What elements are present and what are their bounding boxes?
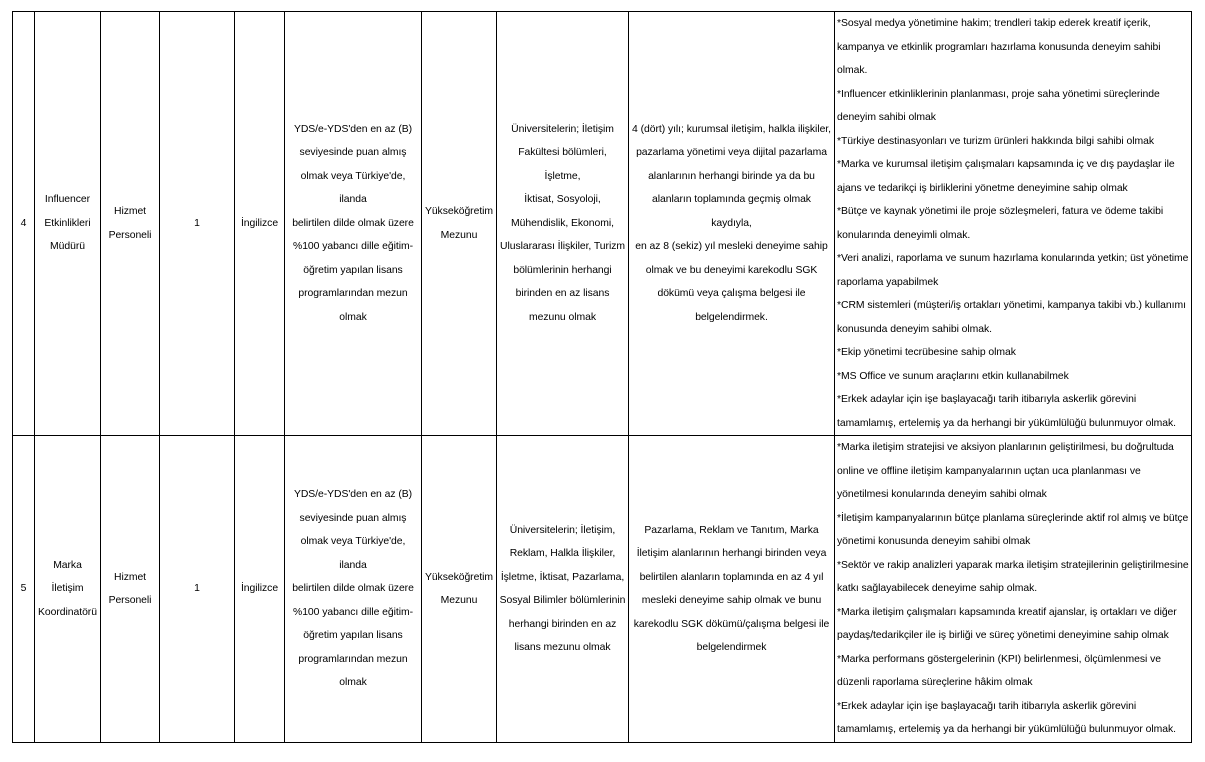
qualification-line: *Marka iletişim stratejisi ve aksiyon planlarının geliştirilmesi, bu doğrultuda: [837, 442, 1174, 453]
cell-text: 1: [194, 583, 200, 595]
other-qualifications-cell: [835, 12, 1192, 436]
cell-text-line: olmak ve bu deneyimi karekodlu SGK: [645, 264, 818, 276]
qualification-line: *Ekip yönetimi tecrübesine sahip olmak: [837, 347, 1016, 358]
cell-text-line: belirtilen alanların toplamında en az 4 yıl: [639, 571, 824, 583]
language-cell: [235, 436, 285, 743]
cell-text-line: YDS/e-YDS'den en az (B): [293, 489, 413, 501]
cell-text-line: Koordinatörü: [38, 606, 97, 618]
cell-text-line: Personeli: [108, 595, 152, 606]
qualification-line: *Marka ve kurumsal iletişim çalışmaları kapsamında iç ve dış paydaşlar ile: [837, 159, 1175, 170]
qualification-line: konusunda deneyim sahibi olmak.: [837, 323, 992, 335]
cell-text-line: seviyesinde puan almış: [299, 147, 407, 159]
cell-text-line: İşletme, İktisat, Pazarlama,: [500, 571, 625, 583]
qualification-line: düzenli raporlama süreçlerine hâkim olmak: [837, 677, 1033, 688]
staff-group-cell: [101, 12, 160, 436]
cell-text-line: İletişim alanlarının herhangi birinden veya: [636, 548, 827, 559]
cell-text-line: belgelendirmek: [696, 642, 767, 653]
qualification-line: *Türkiye destinasyonları ve turizm ürünleri hakkında bilgi sahibi olmak: [837, 135, 1154, 147]
qualification-line: olmak.: [837, 65, 868, 76]
qualification-line: *Sektör ve rakip analizleri yaparak marka iletişim stratejilerinin geliştirilmesine: [837, 559, 1189, 571]
position-title-cell: [35, 436, 101, 743]
cell-text-line: en az 8 (sekiz) yıl mesleki deneyime sahip: [635, 241, 828, 253]
cell-text-line: dökümü veya çalışma belgesi ile: [657, 288, 806, 300]
cell-text-line: Pazarlama, Reklam ve Tanıtım, Marka: [644, 524, 819, 536]
qualification-line: *Bütçe ve kaynak yönetimi ile proje sözleşmeleri, fatura ve ödeme takibi: [837, 206, 1164, 217]
qualification-line: *Erkek adaylar için işe başlayacağı tarih itibarıyla askerlik görevini: [837, 700, 1137, 712]
row-number-cell: [13, 436, 35, 743]
cell-text-line: Fakültesi bölümleri, İşletme,: [518, 147, 607, 182]
qualification-line: *Erkek adaylar için işe başlayacağı tarih itibarıyla askerlik görevini: [837, 394, 1137, 405]
cell-text-line: Üniversitelerin; İletişim: [511, 123, 614, 135]
qualification-line: tamamlamış, ertelemiş ya da herhangi bir yükümlülüğü bulunmuyor olmak.: [837, 417, 1176, 429]
qualification-line: *Marka iletişim çalışmaları kapsamında kreatif ajanslar, iş ortakları ve diğer: [837, 606, 1177, 618]
cell-text-line: lisans mezunu olmak: [514, 642, 611, 653]
qualification-line: *Sosyal medya yönetimine hakim; trendleri takip ederek kreatif içerik,: [837, 18, 1151, 29]
cell-text-line: bölümlerinin herhangi: [513, 264, 612, 276]
cell-text-line: %100 yabancı dille eğitim-: [293, 606, 413, 618]
cell-text-line: Marka İletişim: [51, 559, 84, 595]
table-row: [13, 12, 1192, 436]
cell-text-line: Mezunu: [440, 595, 478, 606]
cell-text: 5: [20, 583, 27, 595]
cell-text-line: Mezunu: [440, 229, 478, 241]
experience-requirement-cell: [629, 12, 835, 436]
cell-text-line: alanlarının herhangi birinde ya da bu: [648, 170, 815, 182]
cell-text-line: karekodlu SGK dökümü/çalışma belgesi ile: [633, 618, 830, 630]
cell-text-line: belirtilen dilde olmak üzere: [292, 217, 414, 229]
qualification-line: *MS Office ve sunum araçlarını etkin kullanabilmek: [837, 370, 1069, 382]
cell-text-line: Etkinlikleri: [44, 217, 91, 229]
cell-text-line: Hizmet: [113, 206, 147, 217]
cell-text-line: olmak: [339, 677, 367, 689]
table-row: [13, 436, 1192, 743]
qualification-line: tamamlamış, ertelemiş ya da herhangi bir yükümlülüğü bulunmuyor olmak.: [837, 724, 1176, 735]
cell-text-line: Üniversitelerin; İletişim,: [509, 524, 616, 536]
cell-text-line: mezunu olmak: [529, 311, 596, 323]
qualification-line: deneyim sahibi olmak: [837, 112, 936, 123]
cell-text-line: Reklam, Halkla İlişkiler,: [509, 548, 616, 559]
position-title-cell: [35, 12, 101, 436]
cell-text: 4: [20, 217, 27, 229]
qualification-line: yönetimi konusunda deneyim sahibi olmak: [837, 536, 1031, 547]
cell-text-line: %100 yabancı dille eğitim-: [293, 241, 413, 253]
cell-text-line: olmak veya Türkiye'de, ilanda: [300, 170, 406, 206]
cell-text-line: Sosyal Bilimler bölümlerinin: [499, 595, 626, 606]
cell-text-line: seviyesinde puan almış: [299, 512, 407, 524]
cell-text-line: Yükseköğretim: [424, 206, 494, 217]
faculty-requirement-cell: [497, 12, 629, 436]
cell-text-line: alanların toplamında geçmiş olmak kaydıyla,: [652, 194, 811, 229]
qualification-line: *Influencer etkinliklerinin planlanması, proje saha yönetimi süreçlerinde: [837, 88, 1160, 100]
cell-text-line: Uluslararası İlişkiler, Turizm: [500, 241, 625, 253]
job-listing-table: [12, 11, 1192, 743]
qualification-line: *Marka performans göstergelerinin (KPI) belirlenmesi, ölçümlenmesi ve: [837, 653, 1161, 665]
language-requirement-cell: [285, 436, 422, 743]
position-count-cell: [160, 12, 235, 436]
qualification-line: katkı sağlayabilecek deneyime sahip olmak.: [837, 583, 1038, 594]
cell-text-line: 4 (dört) yılı; kurumsal iletişim, halkla ilişkiler,: [632, 123, 831, 135]
cell-text: İngilizce: [240, 217, 279, 229]
cell-text-line: belgelendirmek.: [695, 311, 768, 323]
cell-text-line: Yükseköğretim: [424, 571, 494, 583]
qualification-line: *Veri analizi, raporlama ve sunum hazırlama konularında yetkin; üst yönetime: [837, 253, 1189, 264]
cell-text-line: Hizmet: [113, 571, 147, 583]
cell-text-line: herhangi birinden en az: [508, 618, 617, 630]
qualification-line: yönetilmesi konularında deneyim sahibi olmak: [837, 489, 1047, 500]
qualification-line: konularında deneyimli olmak.: [837, 229, 971, 241]
language-cell: [235, 12, 285, 436]
cell-text-line: İktisat, Sosyoloji,: [524, 194, 601, 206]
experience-requirement-cell: [629, 436, 835, 743]
qualification-line: *CRM sistemleri (müşteri/iş ortakları yönetimi, kampanya takibi vb.) kullanımı: [837, 300, 1186, 311]
cell-text-line: pazarlama yönetimi veya dijital pazarlama: [636, 147, 827, 159]
cell-text-line: Mühendislik, Ekonomi,: [511, 217, 614, 229]
cell-text-line: programlarından mezun: [298, 288, 408, 300]
cell-text-line: Müdürü: [50, 241, 85, 253]
cell-text-line: Influencer: [44, 194, 91, 206]
staff-group-cell: [101, 436, 160, 743]
qualification-line: *İletişim kampanyalarının bütçe planlama süreçlerinde aktif rol almış ve bütçe: [837, 512, 1189, 524]
cell-text: İngilizce: [240, 583, 279, 595]
qualification-line: online ve offline iletişim kampanyalarının uçtan uca planlanması ve: [837, 465, 1141, 477]
cell-text-line: belirtilen dilde olmak üzere: [292, 583, 414, 595]
qualification-line: kampanya ve etkinlik programları hazırlama konusunda deneyim sahibi: [837, 41, 1161, 53]
cell-text-line: olmak veya Türkiye'de, ilanda: [300, 536, 406, 571]
cell-text-line: programlarından mezun: [298, 653, 408, 665]
language-requirement-cell: [285, 12, 422, 436]
qualification-line: paydaş/tedarikçiler ile iş birliği ve süreç yönetimi deneyimine sahip olmak: [837, 630, 1169, 641]
other-qualifications-cell: [835, 436, 1192, 743]
faculty-requirement-cell: [497, 436, 629, 743]
cell-text-line: öğretim yapılan lisans: [303, 264, 403, 276]
cell-text-line: birinden en az lisans: [515, 288, 610, 300]
education-level-cell: [422, 436, 497, 743]
qualification-line: ajans ve tedarikçi iş birliklerini yönetme deneyimine sahip olmak: [837, 182, 1128, 194]
qualification-line: raporlama yapabilmek: [837, 276, 939, 288]
cell-text-line: YDS/e-YDS'den en az (B): [293, 123, 413, 135]
row-number-cell: [13, 12, 35, 436]
cell-text-line: olmak: [339, 311, 367, 323]
cell-text: 1: [194, 217, 200, 229]
cell-text-line: öğretim yapılan lisans: [303, 630, 403, 642]
cell-text-line: Personeli: [108, 229, 152, 241]
position-count-cell: [160, 436, 235, 743]
education-level-cell: [422, 12, 497, 436]
cell-text-line: mesleki deneyime sahip olmak ve bunu: [641, 595, 822, 606]
